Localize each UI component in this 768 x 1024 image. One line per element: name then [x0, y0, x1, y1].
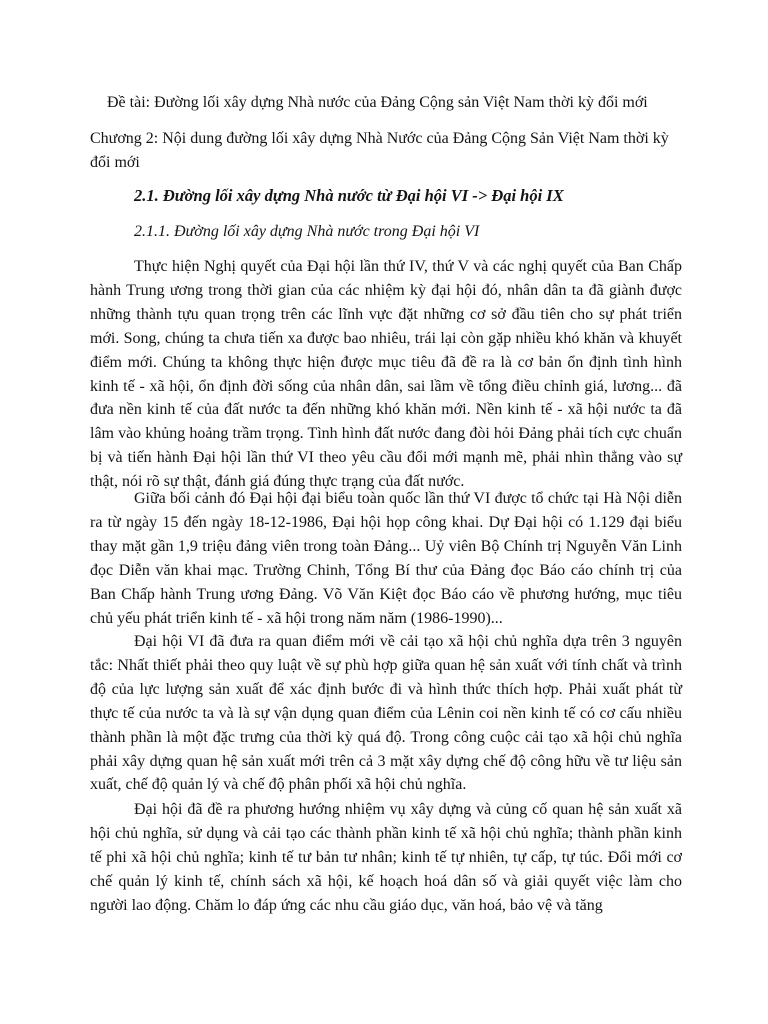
body-paragraph: Đại hội đã đề ra phương hướng nhiệm vụ xây dựng và củng cố quan hệ sản xuất xã hội chủ nghĩa, sử dụng và cải tạo các thành phần kinh tế xã hội chủ nghĩa; thành phần kinh tế phi xã hội chủ nghĩa; kinh tế tư bản tư nhân; kinh tế tự nhiên, tự cấp, tự túc. Đổi mới cơ chế quản lý kinh tế, chính sách xã hội, kế hoạch hoá dân số và giải quyết việc làm cho người lao động. Chăm lo đáp ứng các nhu cầu giáo dục, văn hoá, bảo vệ và tăng — [90, 801, 682, 914]
subsection-heading: 2.1.1. Đường lối xây dựng Nhà nước trong Đại hội VI — [134, 223, 480, 240]
document-title: Đề tài: Đường lối xây dựng Nhà nước của Đảng Cộng sản Việt Nam thời kỳ đổi mới — [107, 94, 648, 111]
chapter-heading: Chương 2: Nội dung đường lối xây dựng Nhà Nước của Đảng Cộng Sản Việt Nam thời kỳ đổi mới — [90, 130, 669, 171]
body-paragraph: Giữa bối cảnh đó Đại hội đại biểu toàn quốc lần thứ VI được tổ chức tại Hà Nội diễn ra từ ngày 15 đến ngày 18-12-1986, Đại hội họp công khai. Dự Đại hội có 1.129 đại biểu thay mặt gần 1,9 triệu đảng viên trong toàn Đảng... Uỷ viên Bộ Chính trị Nguyễn Văn Linh đọc Diễn văn khai mạc. Trường Chinh, Tổng Bí thư của Đảng đọc Báo cáo chính trị của Ban Chấp hành Trung ương Đảng. Võ Văn Kiệt đọc Báo cáo về phương hướng, mục tiêu chủ yếu phát triển kinh tế - xã hội trong năm năm (1986-1990)... — [90, 490, 682, 627]
section-heading: 2.1. Đường lối xây dựng Nhà nước từ Đại hội VI -> Đại hội IX — [134, 186, 564, 205]
body-paragraph: Đại hội VI đã đưa ra quan điểm mới về cải tạo xã hội chủ nghĩa dựa trên 3 nguyên tắc: Nhất thiết phải theo quy luật về sự phù hợp giữa quan hệ sản xuất với tính chất và trình độ của lực lượng sản xuất để xác định bước đi và hình thức thích hợp. Phải xuất phát từ thực tế của nước ta và là sự vận dụng quan điểm của Lênin coi nền kinh tế có cơ cấu nhiều thành phần là một đặc trưng của thời kỳ quá độ. Trong công cuộc cải tạo xã hội chủ nghĩa phải xây dựng quan hệ sản xuất mới trên cả 3 mặt xây dựng chế độ công hữu về tư liệu sản xuất, chế độ quản lý và chế độ phân phối xã hội chủ nghĩa. — [90, 633, 682, 794]
body-paragraph: Thực hiện Nghị quyết của Đại hội lần thứ IV, thứ V và các nghị quyết của Ban Chấp hành Trung ương trong thời gian của các nhiệm kỳ đại hội đó, nhân dân ta đã giành được những thành tựu quan trọng trên các lĩnh vực đặt những cơ sở đầu tiên cho sự phát triển mới. Song, chúng ta chưa tiến xa được bao nhiêu, trái lại còn gặp nhiều khó khăn và khuyết điểm mới. Chúng ta không thực hiện được mục tiêu đã đề ra là cơ bản ổn định tình hình kinh tế - xã hội, ổn định đời sống của nhân dân, sai lầm về tổng điều chỉnh giá, lương... đã đưa nền kinh tế của đất nước ta đến những khó khăn mới. Nền kinh tế - xã hội nước ta đã lâm vào khủng hoảng trầm trọng. Tình hình đất nước đang đòi hỏi Đảng phải tích cực chuẩn bị và tiến hành Đại hội lần thứ VI theo yêu cầu đổi mới mạnh mẽ, phải nhìn thẳng vào sự thật, nói rõ sự thật, đánh giá đúng thực trạng của đất nước. — [90, 258, 682, 491]
